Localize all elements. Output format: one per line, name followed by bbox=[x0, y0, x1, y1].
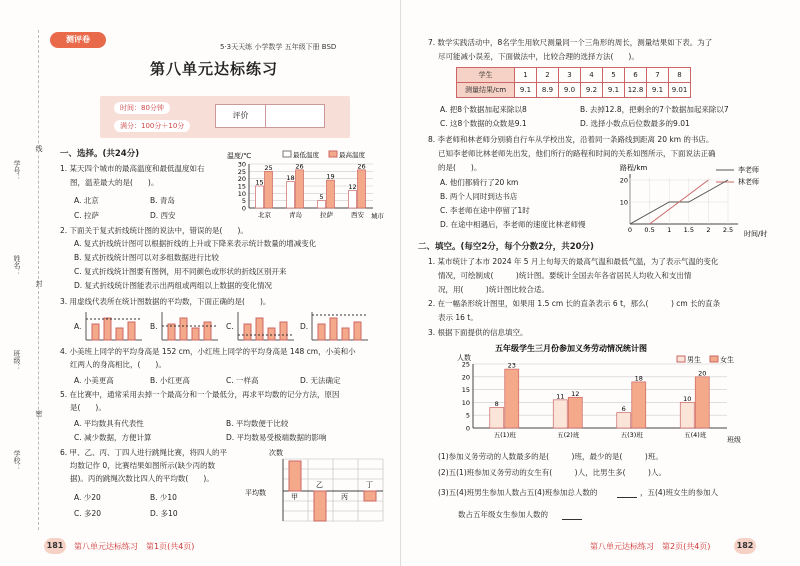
f2-line-1: 2. 在一幅条形统计图里，如果用 1.5 cm 长的直条表示 6 t，那么( ) cm 长的直条 bbox=[428, 299, 721, 308]
table-cell: 4 bbox=[581, 68, 603, 83]
x-tick-label: 北京 bbox=[258, 211, 271, 219]
x-tick-label: 0.5 bbox=[644, 226, 655, 234]
q6-stem-1: 6. 甲、乙、丙、丁四人进行跳绳比赛，将四人的平 bbox=[60, 448, 228, 457]
q2-option-c[interactable]: C. 复式折线统计图要有图例，用不同颜色或形状的折线区别开来 bbox=[74, 267, 287, 276]
table-cell: 9.1 bbox=[647, 83, 669, 98]
f3-q3a: (3)五(4)班男生参加人数占五(4)班参加总人数的 bbox=[438, 488, 598, 497]
q6-cat-jia: 甲 bbox=[291, 493, 298, 501]
line-chart-legend-lin: 林老师 bbox=[738, 178, 759, 186]
binder-mark-3: 密 bbox=[35, 410, 43, 417]
line-chart-ylabel: 路程/km bbox=[620, 164, 648, 172]
q7-option-c[interactable]: C. 这8个数据的众数是9.1 bbox=[440, 119, 527, 128]
x-tick-label: 1.5 bbox=[683, 226, 694, 234]
data-label: 20 bbox=[698, 369, 707, 378]
temperature-chart bbox=[225, 148, 395, 223]
q2-stem: 2. 下面关于复式折线统计图的说法中，错误的是( )。 bbox=[60, 226, 248, 235]
y-tick-label: 5 bbox=[241, 197, 246, 206]
y-tick-label: 15 bbox=[237, 182, 246, 191]
q4-stem-2: 红两人的身高相比，( )。 bbox=[70, 360, 166, 369]
distance-time-chart bbox=[608, 162, 788, 240]
series-header: 5·3天天练 小学数学 五年级下册 BSD bbox=[220, 43, 337, 51]
q1-option-b[interactable]: B. 青岛 bbox=[150, 196, 175, 205]
q7-option-d[interactable]: D. 选择小数点后位数最多的9.01 bbox=[580, 119, 690, 128]
data-label: 12 bbox=[571, 389, 580, 398]
f1-line-2: 情况，可绘制成( )统计图。要统计全国去年各省居民人均收入和支出情 bbox=[438, 271, 692, 280]
q6-cat-yi: 乙 bbox=[316, 481, 323, 489]
table-cell: 9.0 bbox=[559, 83, 581, 98]
table-cell: 9.2 bbox=[581, 83, 603, 98]
data-label: 5 bbox=[319, 193, 324, 202]
q5-option-d[interactable]: D. 平均数易受极端数据的影响 bbox=[226, 433, 327, 442]
bar bbox=[490, 408, 504, 428]
bar bbox=[349, 190, 357, 208]
q3-option-a[interactable]: A. bbox=[74, 322, 82, 331]
x-tick-label: 西安 bbox=[351, 211, 364, 219]
q4-option-b[interactable]: B. 小红更高 bbox=[150, 376, 190, 385]
q8-option-d[interactable]: D. 在途中相遇后，李老师的速度比林老师慢 bbox=[440, 220, 586, 229]
q7-stem-1: 7. 数学实践活动中，8名学生用软尺测量同一个三角形的周长，测量结果如下表。为了 bbox=[428, 38, 713, 47]
line-chart-legend-li: 李老师 bbox=[738, 166, 759, 174]
q3-mini-chart-a bbox=[84, 310, 144, 342]
bar bbox=[617, 413, 631, 428]
y-tick-label: 10 bbox=[619, 198, 628, 207]
table-cell: 2 bbox=[537, 68, 559, 83]
q8-stem-2: 已知李老师比林老师先出发，他们所行的路程和时间的关系如图所示，下面说法正确 bbox=[438, 149, 716, 158]
binder-class-label: 班级： bbox=[13, 350, 21, 371]
y-tick-label: 0 bbox=[241, 204, 246, 213]
q3-mini-chart-c bbox=[236, 310, 296, 342]
legend-low-label: 最低温度 bbox=[293, 151, 319, 159]
data-label: 11 bbox=[556, 392, 565, 401]
binder-mark-2: 封 bbox=[35, 280, 43, 287]
y-tick-label: 20 bbox=[619, 176, 628, 185]
table-cell: 8.9 bbox=[537, 83, 559, 98]
x-tick-label: 拉萨 bbox=[320, 211, 333, 219]
table-cell: 6 bbox=[625, 68, 647, 83]
bar bbox=[287, 182, 295, 208]
q4-option-c[interactable]: C. 一样高 bbox=[226, 376, 259, 385]
score-label: 评价 bbox=[216, 105, 266, 127]
section-choice: 一、选择。(共24分) bbox=[60, 149, 140, 159]
y-tick-label: 25 bbox=[461, 360, 470, 369]
q3-option-d[interactable]: D. bbox=[300, 322, 309, 331]
q4-option-a[interactable]: A. 小美更高 bbox=[74, 376, 114, 385]
bar bbox=[553, 400, 567, 428]
f3-q1: (1)参加义务劳动的人数最多的是( )班，最少的是( )班。 bbox=[438, 452, 663, 461]
f3-q3c: 数占五年级女生参加人数的 bbox=[458, 510, 548, 519]
data-label: 8 bbox=[494, 400, 499, 409]
table-cell: 3 bbox=[559, 68, 581, 83]
x-tick-label: 五(3)班 bbox=[620, 431, 643, 439]
f3-q2: (2)五(1)班参加义务劳动的女生有( )人，比男生多( )人。 bbox=[438, 468, 666, 477]
q6-bar-jia bbox=[289, 461, 301, 491]
table-cell: 8 bbox=[669, 68, 691, 83]
f2-line-2: 表示 16 t。 bbox=[438, 313, 478, 322]
legend-girls-label: 女生 bbox=[720, 356, 734, 364]
table-cell: 12.8 bbox=[625, 83, 647, 98]
table-header-student: 学生 bbox=[457, 68, 515, 83]
q8-option-a[interactable]: A. 他们都骑行了20 km bbox=[440, 178, 519, 187]
data-label: 23 bbox=[507, 361, 516, 370]
q6-bar-yi bbox=[314, 491, 326, 521]
footer-right: 第八单元达标练习 第2页(共4页) bbox=[590, 542, 711, 551]
legend-low-swatch bbox=[283, 151, 291, 157]
table-row bbox=[457, 68, 691, 83]
x-tick-label: 0 bbox=[627, 226, 633, 234]
bar bbox=[695, 377, 709, 428]
labor-chart-title: 五年级学生三月份参加义务劳动情况统计图 bbox=[495, 344, 647, 353]
q3-option-b[interactable]: B. bbox=[150, 322, 158, 331]
table-cell: 9.1 bbox=[515, 83, 537, 98]
table-cell: 1 bbox=[515, 68, 537, 83]
binder-name-label: 姓名： bbox=[13, 255, 21, 276]
section-fill: 二、填空。(每空2分，每个分数2分，共20分) bbox=[418, 242, 594, 252]
y-tick-label: 10 bbox=[461, 398, 470, 407]
f1-line-1: 1. 某市统计了本市 2024 年 5 月上旬每天的最高气温和最低气温，为了表示气温的变化 bbox=[428, 257, 719, 266]
legend-high-swatch bbox=[329, 151, 337, 157]
q6-option-d[interactable]: D. 多10 bbox=[150, 509, 178, 518]
q1-option-c[interactable]: C. 拉萨 bbox=[74, 211, 100, 220]
q4-option-d[interactable]: D. 无法确定 bbox=[300, 376, 341, 385]
y-tick-label: 10 bbox=[237, 189, 246, 198]
legend-girls-swatch bbox=[710, 356, 718, 362]
data-label: 18 bbox=[286, 174, 295, 183]
q5-stem-1: 5. 在比赛中，通常采用去掉一个最高分和一个最低分，再求平均数的记分方法，原因 bbox=[60, 390, 340, 399]
y-tick-label: 5 bbox=[465, 411, 470, 420]
table-cell: 7 bbox=[647, 68, 669, 83]
data-label: 25 bbox=[264, 163, 273, 172]
bar bbox=[318, 201, 326, 208]
q5-option-b[interactable]: B. 平均数便于比较 bbox=[226, 419, 289, 428]
y-tick-label: 20 bbox=[237, 175, 246, 184]
binder-mark-1: 线 bbox=[35, 145, 43, 152]
page-title: 第八单元达标练习 bbox=[150, 60, 279, 78]
x-tick-label: 五(1)班 bbox=[493, 431, 516, 439]
data-label: 12 bbox=[348, 182, 357, 191]
q6-chart-avg-label: 平均数 bbox=[245, 489, 266, 497]
full-score-label: 满分：100分＋10分 bbox=[114, 120, 190, 132]
q6-cat-bing: 丙 bbox=[341, 493, 348, 501]
y-tick-label: 0 bbox=[465, 424, 470, 433]
x-tick-label: 五(4)班 bbox=[684, 431, 707, 439]
q6-option-c[interactable]: C. 多20 bbox=[74, 509, 102, 518]
bar bbox=[568, 397, 582, 428]
q1-option-a[interactable]: A. 北京 bbox=[74, 196, 99, 205]
table-row bbox=[457, 83, 691, 98]
data-label: 10 bbox=[683, 394, 692, 403]
q4-stem-1: 4. 小美班上同学的平均身高是 152 cm，小红班上同学的平均身高是 148 cm，小美和小 bbox=[60, 347, 356, 356]
bar bbox=[632, 382, 646, 428]
score-field[interactable] bbox=[266, 105, 324, 127]
q6-stem-3: 据)。丙的跳绳次数比四人的平均数( )。 bbox=[70, 474, 214, 483]
q3-stem: 3. 用虚线代表所在统计图数据的平均数，下面正确的是( )。 bbox=[60, 297, 271, 306]
x-tick-label: 青岛 bbox=[289, 211, 302, 219]
q7-measure-table bbox=[456, 67, 691, 98]
q5-option-c[interactable]: C. 减少数据，方便计算 bbox=[74, 433, 152, 442]
footer-left: 第八单元达标练习 第1页(共4页) bbox=[74, 542, 195, 551]
q6-chart-ylabel: 次数 bbox=[269, 449, 283, 457]
q3-mini-chart-b bbox=[160, 310, 220, 342]
bar bbox=[256, 186, 264, 208]
temp-chart-xlabel: 城市 bbox=[371, 212, 384, 220]
q5-stem-2: 是( )。 bbox=[70, 403, 106, 412]
q8-option-b[interactable]: B. 两个人同时到达书店 bbox=[440, 192, 518, 201]
f1-line-3: 况，用( )统计图比较合适。 bbox=[438, 285, 549, 294]
q6-stem-2: 均数记作 0，比赛结果如图所示(缺少丙的数 bbox=[70, 461, 216, 470]
binder-id-label: 学号： bbox=[13, 160, 21, 181]
legend-boys-swatch bbox=[677, 356, 685, 362]
fraction-blank-2[interactable] bbox=[562, 500, 582, 520]
q1-stem-2: 图，温差最大的是( )。 bbox=[70, 178, 159, 187]
binder-school-label: 学校： bbox=[13, 450, 21, 471]
legend-high-label: 最高温度 bbox=[339, 151, 365, 159]
q2-option-d[interactable]: D. 复式折线统计图能表示出两组或两组以上数据的变化情况 bbox=[74, 281, 273, 290]
y-tick-label: 20 bbox=[461, 373, 470, 382]
table-cell: 9.1 bbox=[603, 83, 625, 98]
data-label: 19 bbox=[326, 172, 335, 181]
q7-option-a[interactable]: A. 把8个数据加起来除以8 bbox=[440, 105, 527, 114]
score-box bbox=[215, 104, 325, 128]
bar bbox=[327, 180, 335, 208]
bar bbox=[358, 170, 366, 208]
q6-cat-ding: 丁 bbox=[366, 481, 373, 489]
q3-mini-chart-d bbox=[310, 310, 370, 342]
q3-option-c[interactable]: C. bbox=[226, 322, 234, 331]
table-cell: 9.01 bbox=[669, 83, 691, 98]
legend-boys-label: 男生 bbox=[687, 356, 701, 364]
f3-q3b: ，五(4)班女生的参加人 bbox=[640, 488, 719, 497]
q7-option-b[interactable]: B. 去掉12.8，把剩余的7个数据加起来除以7 bbox=[580, 105, 729, 114]
page-number-right: 182 bbox=[734, 538, 756, 554]
q2-option-a[interactable]: A. 复式折线统计图可以根据折线的上升或下降来表示统计数量的增减变化 bbox=[74, 239, 317, 248]
data-label: 6 bbox=[621, 405, 626, 414]
x-tick-label: 2.5 bbox=[722, 226, 734, 234]
temp-chart-ylabel: 温度/℃ bbox=[227, 152, 252, 160]
table-cell: 5 bbox=[603, 68, 625, 83]
line-chart-xlabel: 时间/时 bbox=[744, 230, 768, 238]
q1-option-d[interactable]: D. 西安 bbox=[150, 211, 176, 220]
table-header-result: 测量结果/cm bbox=[457, 83, 515, 98]
q8-stem-3: 的是( )。 bbox=[438, 163, 482, 172]
q5-option-a[interactable]: A. 平均数具有代表性 bbox=[74, 419, 144, 428]
test-badge: 测评卷 bbox=[50, 32, 106, 48]
q8-stem-1: 8. 李老师和林老师分别骑自行车从学校出发，沿着同一条路线到距离 20 km 的书店。 bbox=[428, 135, 714, 144]
time-label: 时间：80分钟 bbox=[114, 102, 170, 114]
q2-option-b[interactable]: B. 复式折线统计图可以对多组数据进行比较 bbox=[74, 253, 219, 262]
x-tick-label: 2 bbox=[706, 226, 711, 234]
q8-option-c[interactable]: C. 李老师在途中停留了1时 bbox=[440, 206, 530, 215]
y-tick-label: 25 bbox=[237, 167, 246, 176]
x-tick-label: 五(2)班 bbox=[557, 431, 580, 439]
labor-chart-xlabel: 班级 bbox=[727, 436, 741, 444]
fraction-blank-1[interactable] bbox=[617, 478, 637, 498]
q6-option-a[interactable]: A. 少20 bbox=[74, 493, 101, 502]
bar bbox=[296, 170, 304, 208]
jump-rope-chart bbox=[245, 447, 385, 527]
q6-option-b[interactable]: B. 少10 bbox=[150, 493, 177, 502]
page-number-left: 181 bbox=[44, 538, 66, 554]
q7-stem-2: 尽可能减小误差，下面做法中，比较合理的选择方法( )。 bbox=[438, 52, 639, 61]
labor-chart bbox=[455, 340, 755, 445]
bar bbox=[265, 171, 273, 208]
q6-bar-ding bbox=[364, 491, 376, 501]
y-tick-label: 30 bbox=[237, 160, 246, 169]
data-label: 15 bbox=[255, 178, 264, 187]
q1-stem-1: 1. 某天四个城市的最高温度和最低温度如右 bbox=[60, 164, 205, 173]
data-label: 18 bbox=[634, 374, 643, 383]
bar bbox=[505, 369, 519, 428]
bar bbox=[680, 402, 694, 428]
f3-stem: 3. 根据下面提供的信息填空。 bbox=[428, 328, 528, 337]
data-label: 26 bbox=[295, 162, 304, 171]
y-tick-label: 15 bbox=[461, 386, 470, 395]
x-tick-label: 1 bbox=[667, 226, 672, 234]
labor-chart-ylabel: 人数 bbox=[457, 354, 471, 362]
data-label: 26 bbox=[357, 162, 366, 171]
